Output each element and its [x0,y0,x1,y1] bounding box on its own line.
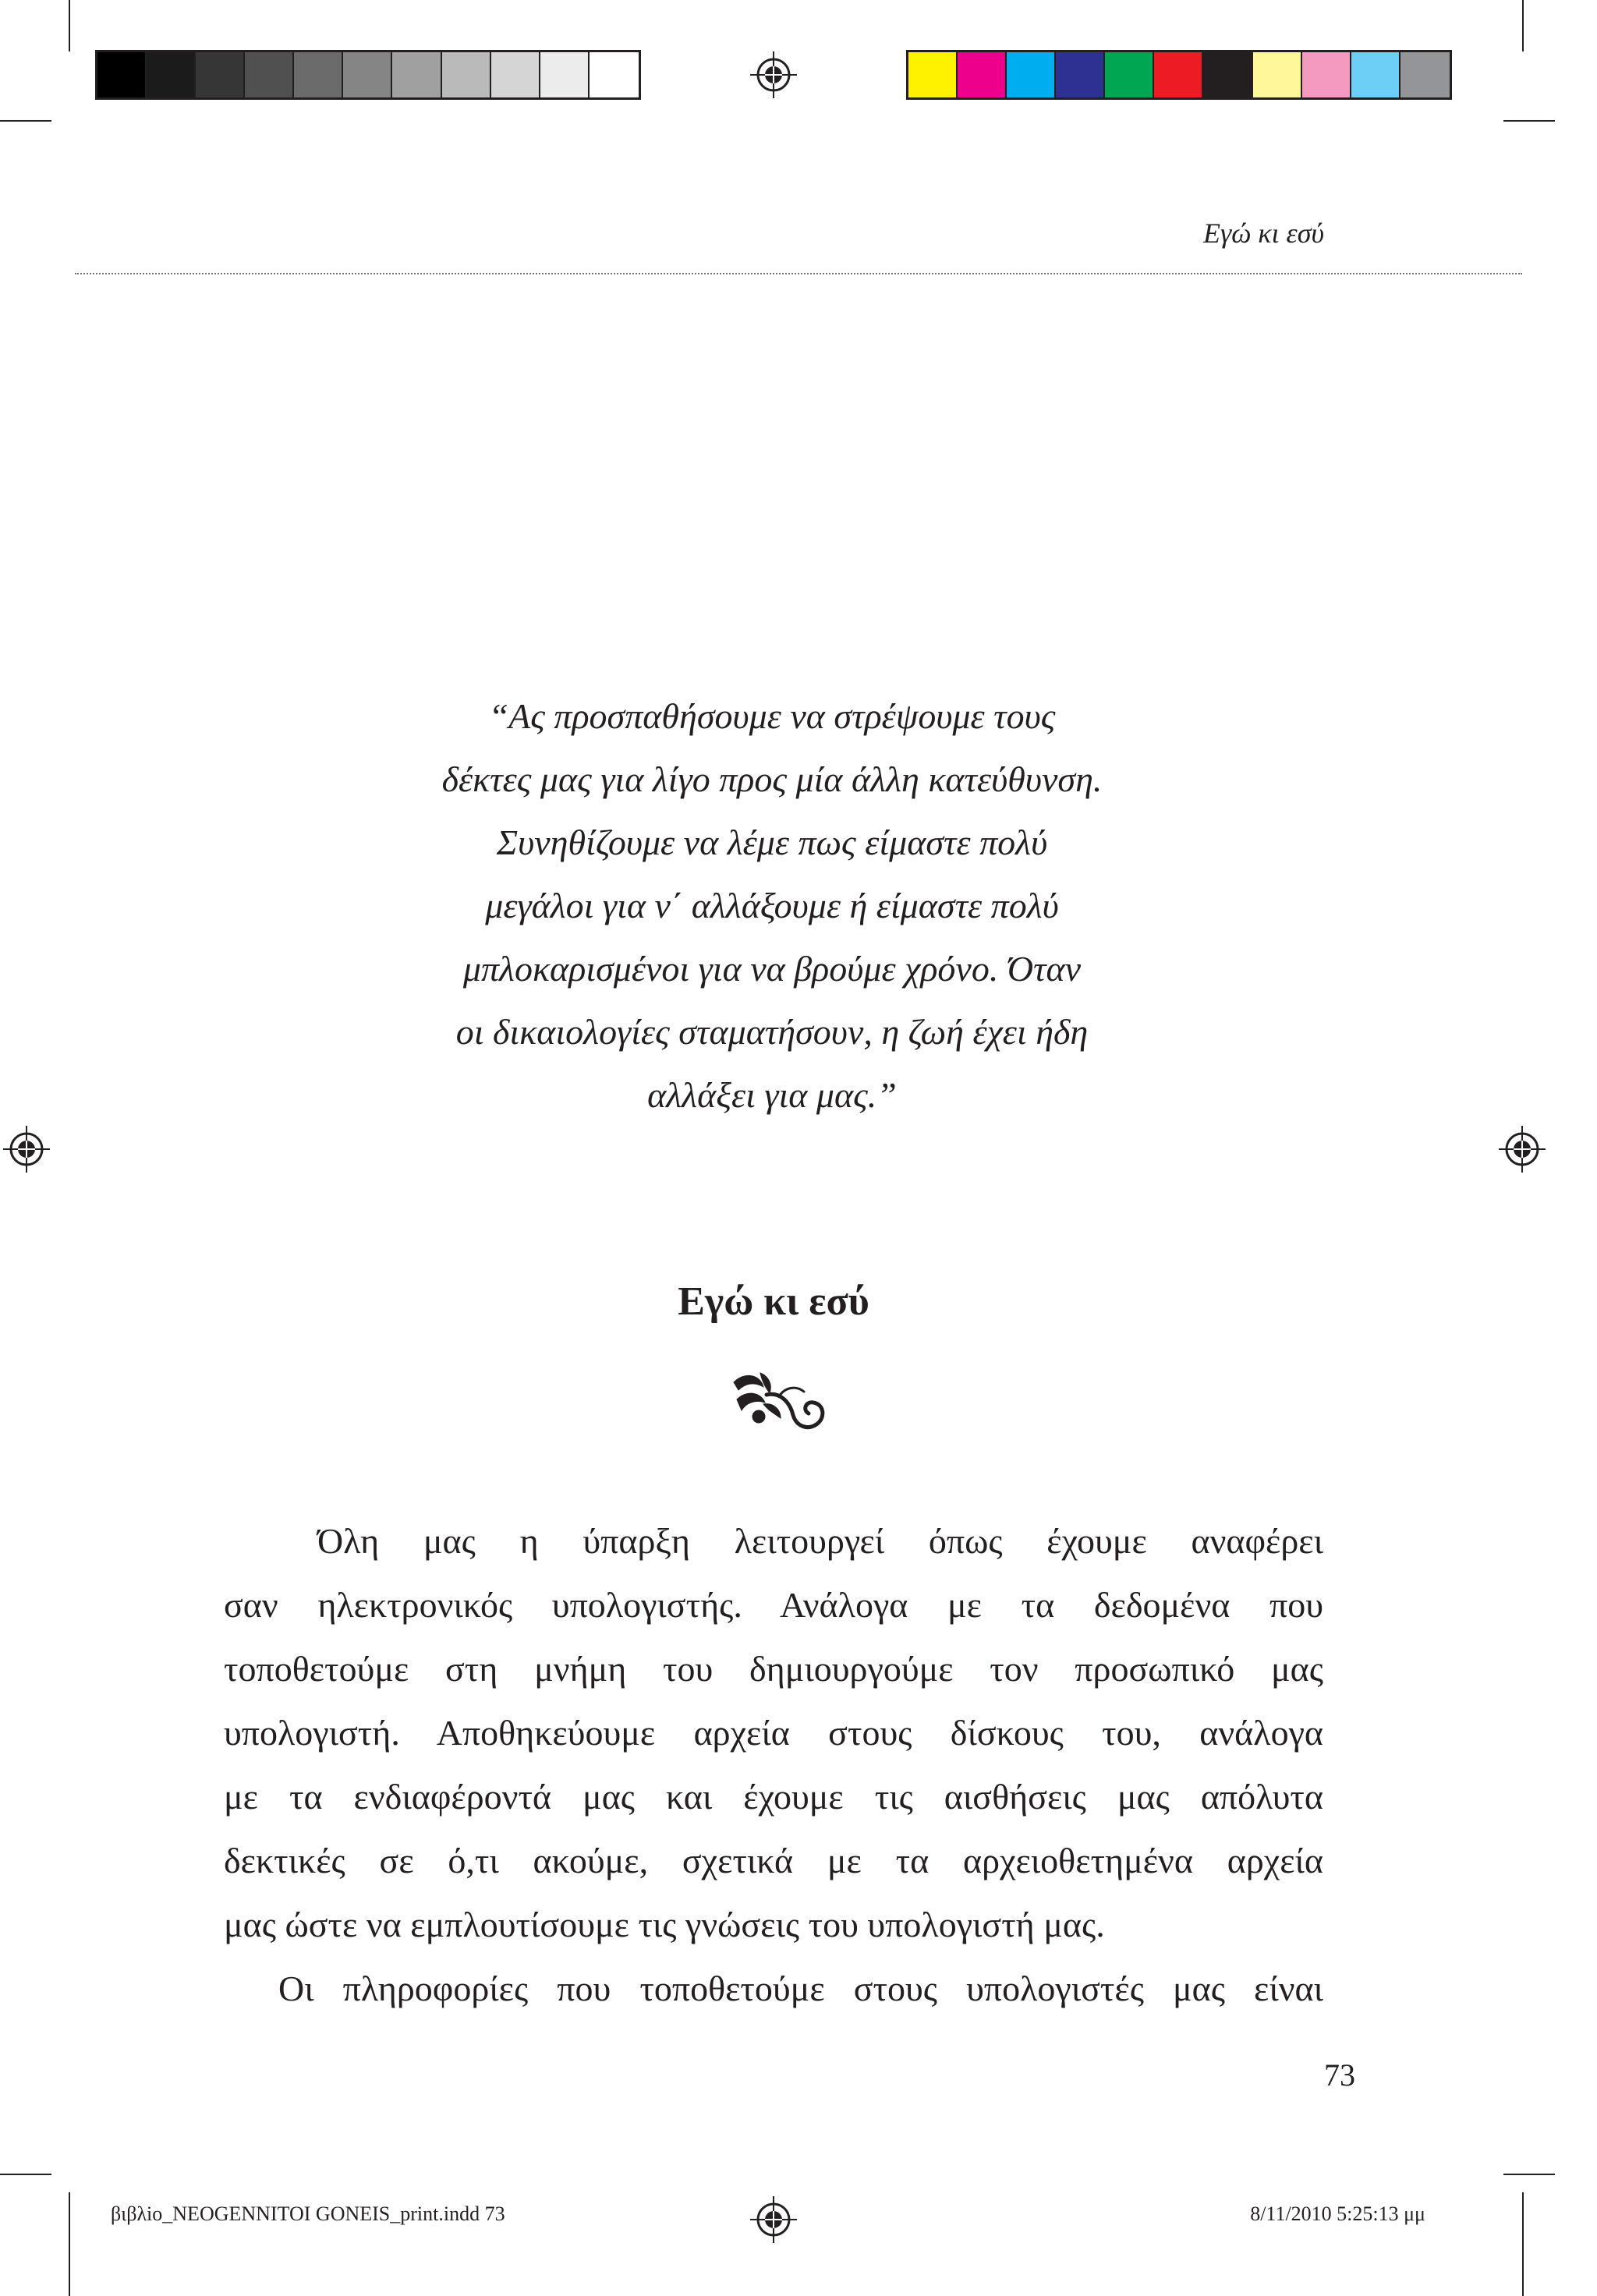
cmyk-color-bar [906,50,1452,100]
body-line: υπολογιστή. Αποθηκεύουμε αρχεία στους δίσκους του, ανάλογα [224,1713,1323,1753]
body-line: δεκτικές σε ό,τι ακούμε, σχετικά με τα αρχειοθετημένα αρχεία [224,1841,1323,1880]
gray-swatch [294,52,343,97]
crop-mark-bottom-left-h [0,2174,51,2175]
gray-swatch [590,52,639,97]
color-swatch [958,52,1007,97]
body-line: Όλη μας η ύπαρξη λειτουργεί όπως έχουμε αναφέρει [317,1521,1323,1561]
registration-mark-icon [750,51,797,98]
color-swatch [1302,52,1351,97]
body-line: σαν ηλεκτρονικός υπολογιστής. Ανάλογα με τα δεδομένα που [224,1585,1323,1625]
crop-mark-top-right-h [1503,120,1555,122]
registration-mark-icon [1499,1126,1546,1173]
color-swatch [1056,52,1105,97]
page-number: 73 [1324,2057,1355,2093]
color-swatch [1203,52,1252,97]
running-head: Εγώ κι εσύ [1202,218,1324,249]
gray-swatch [392,52,441,97]
crop-mark-bottom-right-v [1522,2192,1524,2296]
color-swatch [1400,52,1450,97]
gray-swatch [147,52,196,97]
body-line: μας ώστε να εμπλουτίσουμε τις γνώσεις του υπολογιστή μας. [224,1905,1105,1944]
epigraph-line: “Ας προσπαθήσουμε να στρέψουμε τους [488,696,1056,736]
floral-ornament-icon [729,1368,830,1435]
color-swatch [1007,52,1056,97]
gray-swatch [491,52,540,97]
registration-mark-icon [3,1126,50,1173]
epigraph-line: μπλοκαρισμένοι για να βρούμε χρόνο. Όταν [462,949,1082,989]
gray-swatch [245,52,294,97]
crop-mark-top-left-v [69,0,70,51]
epigraph-line: αλλάξει για μας.” [647,1075,897,1115]
gray-swatch [442,52,491,97]
epigraph-line: οι δικαιολογίες σταματήσουν, η ζωή έχει ήδη [455,1012,1089,1052]
color-swatch [1105,52,1154,97]
epigraph-line: μεγάλοι για ν΄ αλλάξουμε ή είμαστε πολύ [485,886,1059,925]
gray-swatch [196,52,245,97]
slug-filename: βιβλio_NEOGENNITOI GONEIS_print.indd 73 [111,2202,505,2225]
body-line: με τα ενδιαφέροντά μας και έχουμε τις αισθήσεις μας απόλυτα [224,1777,1323,1817]
color-swatch [908,52,958,97]
color-swatch [1154,52,1203,97]
gray-swatch [540,52,590,97]
body-text [224,1509,1323,2021]
body-line: Οι πληροφορίες που τοποθετούμε στους υπολογιστές μας είναι [278,1969,1323,2008]
crop-mark-bottom-left-v [69,2192,70,2296]
slug-timestamp: 8/11/2010 5:25:13 μμ [1250,2202,1425,2225]
epigraph-line: δέκτες μας για λίγο προς μία άλλη κατεύθυνση. [441,759,1103,799]
header-divider [75,273,1522,274]
epigraph-line: Συνηθίζουμε να λέμε πως είμαστε πολύ [496,823,1048,862]
grayscale-color-bar [95,50,641,100]
epigraph-quote [343,685,1201,1127]
registration-mark-icon [750,2196,797,2243]
body-line: τοποθετούμε στη μνήμη του δημιουργούμε τον προσωπικό μας [224,1649,1323,1689]
crop-mark-bottom-right-h [1503,2174,1555,2175]
color-swatch [1253,52,1302,97]
chapter-title: Εγώ κι εσύ [678,1279,869,1324]
crop-mark-top-left-h [0,120,51,122]
gray-swatch [343,52,392,97]
gray-swatch [97,52,147,97]
color-swatch [1351,52,1400,97]
crop-mark-top-right-v [1522,0,1524,51]
